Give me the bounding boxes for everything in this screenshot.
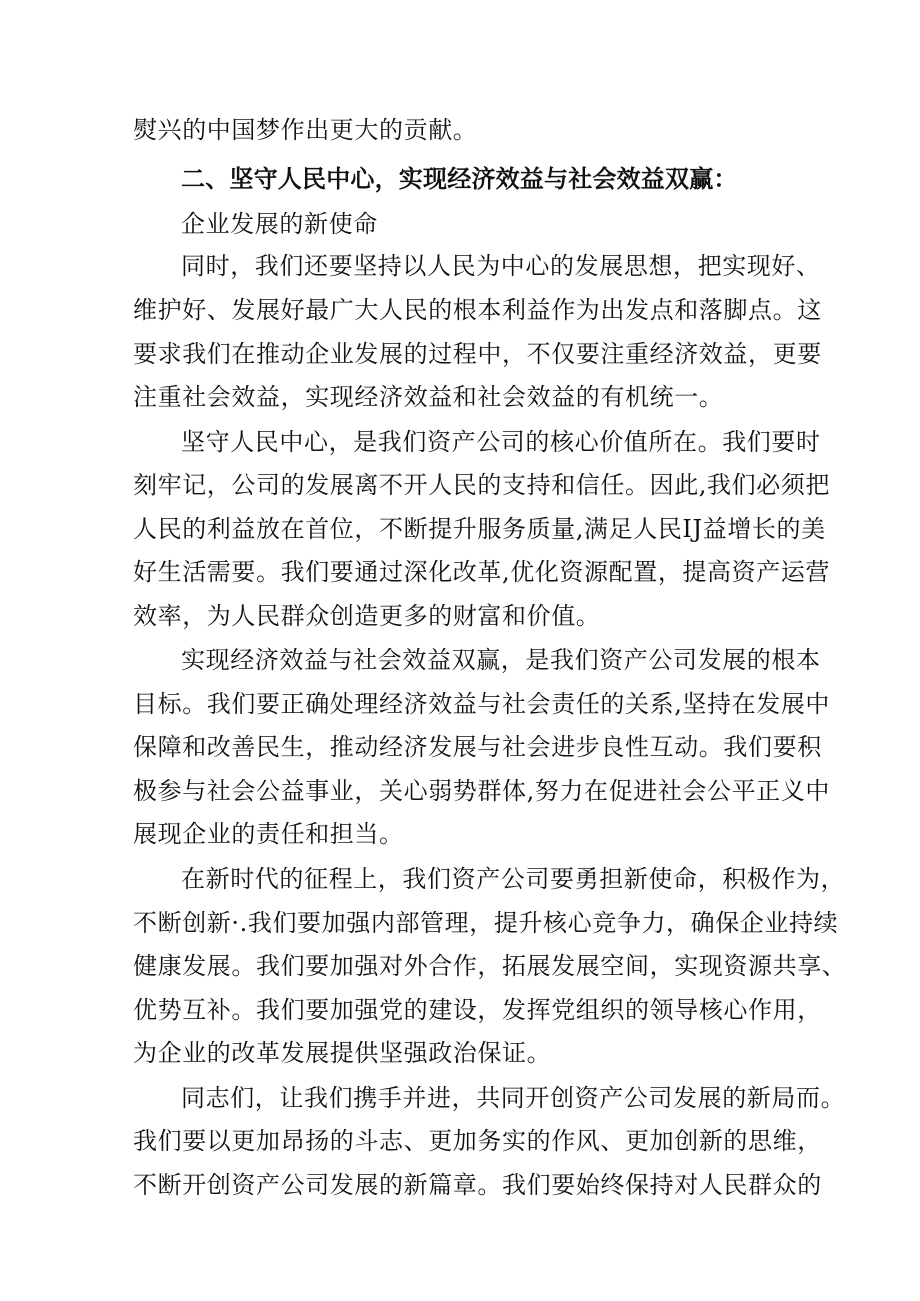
- paragraph-3-line-5: 展现企业的责任和担当。: [133, 820, 404, 848]
- paragraph-4-line-5: 为企业的改革发展提供坚强政治保证。: [133, 1039, 552, 1067]
- section-subheading: 企业发展的新使命: [181, 210, 378, 238]
- paragraph-4-line-4: 优势互补。我们要加强党的建设，发挥党组织的领导核心作用，: [133, 996, 822, 1024]
- text-line-continuation: 熨兴的中国梦作出更大的贡献。: [133, 116, 478, 144]
- paragraph-2-line-5: 效率，为人民群众创造更多的财富和价值。: [133, 602, 601, 630]
- paragraph-2-line-4: 好生活需要。我们要通过深化改革,优化资源配置，提高资产运营: [133, 558, 831, 586]
- paragraph-4-line-1: 在新时代的征程上，我们资产公司要勇担新使命，积极作为，: [181, 865, 846, 893]
- paragraph-3-line-1: 实现经济效益与社会效益双赢，是我们资产公司发展的根本: [181, 646, 821, 674]
- paragraph-5-line-1: 同志们，让我们携手并进，共同开创资产公司发展的新局而。: [181, 1084, 846, 1112]
- paragraph-1-line-4: 注重社会效益，实现经济效益和社会效益的有机统一。: [133, 383, 724, 411]
- paragraph-3-line-3: 保障和改善民生，推动经济发展与社会进步良性互动。我们要积: [133, 733, 822, 761]
- paragraph-3-line-2: 目标。我们要正确处理经济效益与社会责任的关系,坚持在发展中: [133, 690, 831, 718]
- paragraph-2-line-2: 刻牢记，公司的发展离不开人民的支持和信任。因此,我们必须把: [133, 471, 831, 499]
- paragraph-5-line-3: 不断开创资产公司发展的新篇章。我们要始终保持对人民群众的: [133, 1171, 822, 1199]
- paragraph-1-line-2: 维护好、发展好最广大人民的根本利益作为出发点和落脚点。这: [133, 296, 822, 324]
- paragraph-2-line-3: 人民的利益放在首位，不断提升服务质量,满足人民IJ益增长的美: [133, 515, 826, 543]
- section-heading: 二、坚守人民中心，实现经济效益与社会效益双赢：: [181, 165, 738, 193]
- paragraph-4-line-3: 健康发展。我们要加强对外合作，拓展发展空间，实现资源共享、: [133, 952, 847, 980]
- paragraph-1-line-1: 同时，我们还要坚持以人民为中心的发展思想，把实现好、: [181, 252, 821, 280]
- paragraph-4-line-2: 不断创新·.我们要加强内部管理，提升核心竞争力，确保企业持续: [133, 909, 839, 937]
- paragraph-3-line-4: 极参与社会公益事业，关心弱势群体,努力在促进社会公平正义中: [133, 777, 831, 805]
- paragraph-5-line-2: 我们要以更加昂扬的斗志、更加务实的作风、更加创新的思维，: [133, 1127, 822, 1155]
- paragraph-2-line-1: 坚守人民中心，是我们资产公司的核心价值所在。我们要时: [181, 428, 821, 456]
- paragraph-1-line-3: 要求我们在推动企业发展的过程中，不仅要注重经济效益，更要: [133, 340, 822, 368]
